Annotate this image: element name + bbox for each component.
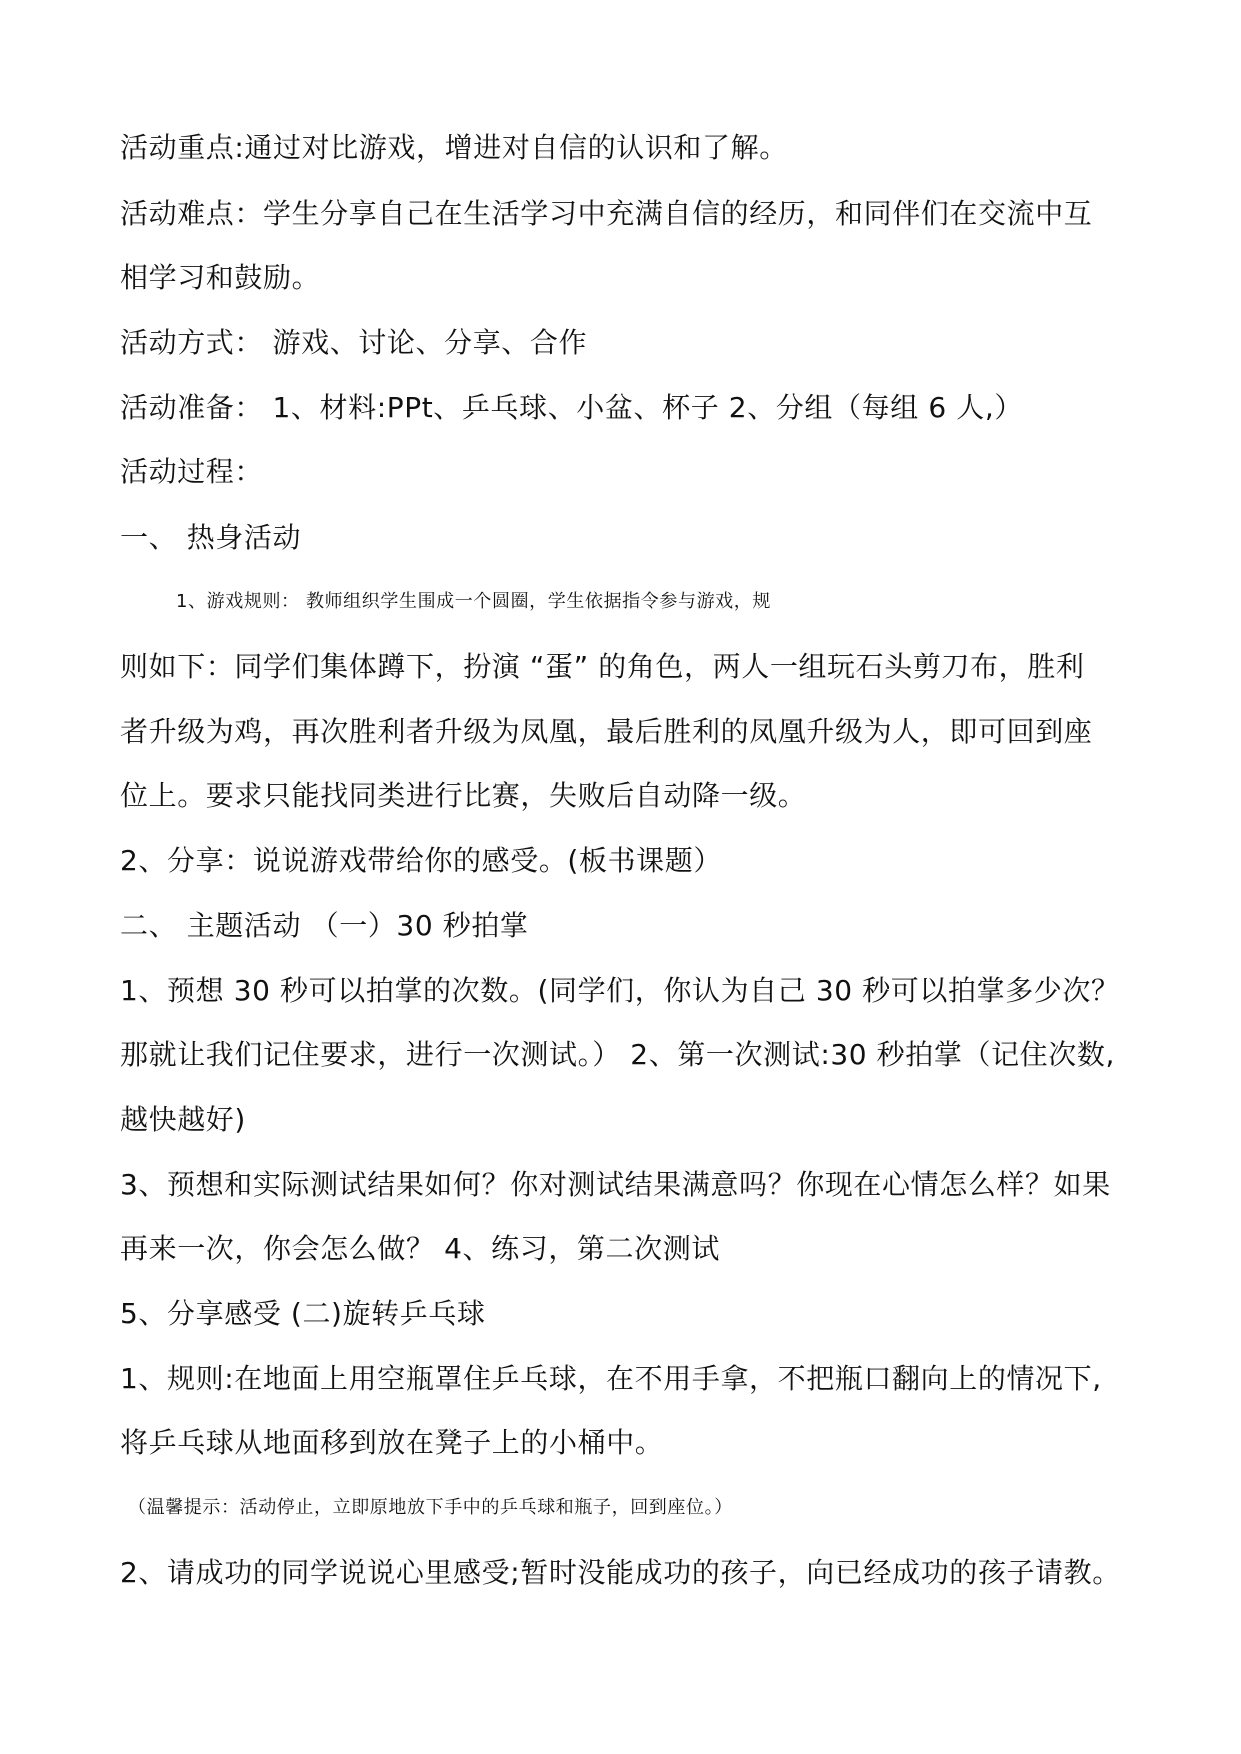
section-heading: 二、 主题活动 （一）30 秒拍掌 (120, 909, 529, 942)
text-line: 位上。要求只能找同类进行比赛，失败后自动降一级。 (120, 779, 807, 812)
text-line: 再来一次，你会怎么做？ 4、练习，第二次测试 (120, 1232, 720, 1265)
text-line: 相学习和鼓励。 (120, 261, 321, 294)
text-line: 活动难点：学生分享自己在生活学习中充满自信的经历，和同伴们在交流中互 (120, 197, 1093, 230)
text-line: 者升级为鸡，再次胜利者升级为凤凰，最后胜利的凤凰升级为人，即可回到座 (120, 715, 1093, 748)
text-line: 将乒乓球从地面移到放在凳子上的小桶中。 (120, 1426, 664, 1459)
text-line: 则如下：同学们集体蹲下，扮演 “蛋” 的角色，两人一组玩石头剪刀布，胜利 (120, 650, 1085, 683)
text-line: 3、预想和实际测试结果如何？你对测试结果满意吗？你现在心情怎么样？如果 (120, 1168, 1111, 1201)
text-line: 活动重点:通过对比游戏，增进对自信的认识和了解。 (120, 131, 788, 164)
text-line: （温馨提示：活动停止，立即原地放下手中的乒乓球和瓶子，回到座位。） (128, 1497, 733, 1518)
text-line: 越快越好) (120, 1103, 246, 1136)
text-line: 活动过程： (120, 455, 264, 488)
section-heading: 一、 热身活动 (120, 521, 302, 554)
text-line: 1、规则:在地面上用空瓶罩住乒乓球，在不用手拿，不把瓶口翻向上的情况下, (120, 1362, 1102, 1395)
text-line: 5、分享感受 (二)旋转乒乓球 (120, 1297, 486, 1330)
text-line: 活动准备： 1、材料:PPt、乒乓球、小盆、杯子 2、分组（每组 6 人,） (120, 391, 1023, 424)
text-line: 那就让我们记住要求，进行一次测试。） 2、第一次测试:30 秒拍掌（记住次数, (120, 1038, 1115, 1071)
text-line: 2、请成功的同学说说心里感受;暂时没能成功的孩子，向已经成功的孩子请教。 (120, 1556, 1121, 1589)
text-line: 活动方式： 游戏、讨论、分享、合作 (120, 326, 588, 359)
text-line: 1、游戏规则： 教师组织学生围成一个圆圈，学生依据指令参与游戏，规 (176, 591, 771, 612)
text-line: 1、预想 30 秒可以拍掌的次数。(同学们，你认为自己 30 秒可以拍掌多少次？ (120, 974, 1120, 1007)
text-line: 2、分享：说说游戏带给你的感受。(板书课题） (120, 844, 722, 877)
